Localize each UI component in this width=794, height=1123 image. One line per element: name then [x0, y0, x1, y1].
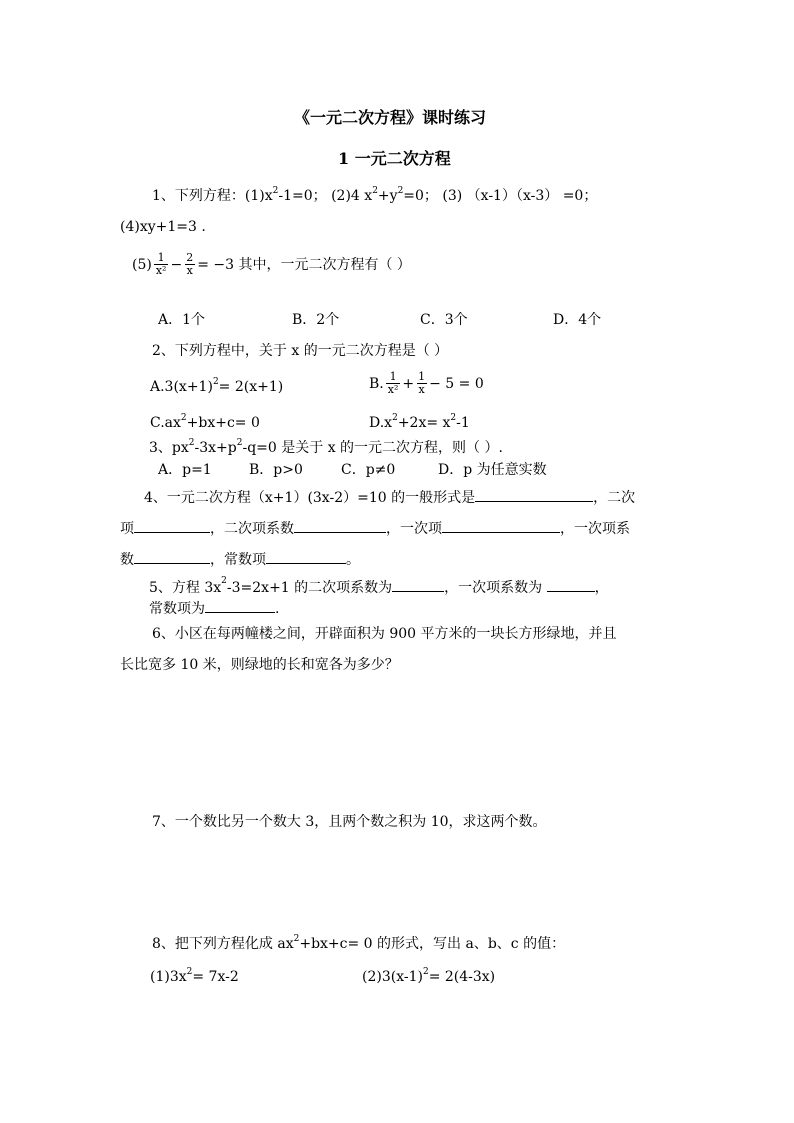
question-8-stem: 8、把下列方程化成 $ax^2+bx+c= 0$ 的形式，写出 a、b、c 的值： [152, 934, 566, 952]
answer-blank[interactable] [475, 489, 593, 502]
q3-option-b: B．p>0 [249, 462, 303, 478]
q3-option-d: D．p 为任意实数 [438, 462, 547, 478]
q3-option-a: A．p=1 [158, 462, 212, 478]
answer-blank[interactable] [205, 600, 275, 613]
q2-option-a: $A.3(x+1)^2= 2(x+1)$ [150, 377, 284, 395]
q2-option-d: $D.x^2+2x= x^2-1$ [369, 413, 470, 431]
fraction-2-over-x: $\frac{2}{x}$ [186, 251, 194, 278]
fraction-1-over-x-squared: $\frac{1}{\text{x²}}$ [155, 251, 167, 278]
answer-blank[interactable] [134, 520, 210, 533]
question-5-line-2: 常数项为 . [149, 601, 280, 617]
question-3-stem: 3、$px^2-3x+p^2-q=0$ 是关于 x 的一元二次方程，则（ ）. [149, 438, 503, 456]
answer-blank[interactable] [266, 551, 346, 564]
question-2-stem: 2、下列方程中，关于 x 的一元二次方程是（ ） [152, 343, 449, 359]
q1-option-c: C．3个 [420, 312, 468, 328]
q1-option-d: D．4个 [553, 312, 602, 328]
question-1-line-2: (4)xy+1=3 . [120, 219, 206, 235]
question-1-line-3: (5) $\frac{1}{\text{x²}}$ − $\frac{2}{x}$ = −3 其中，一元二次方程有（ ） [132, 251, 411, 278]
q2-option-b: B. $\frac{1}{\text{x²}}$ + $\frac{1}{x}$ − 5 = 0 [369, 370, 484, 397]
answer-blank[interactable] [294, 520, 386, 533]
fraction-1-over-x: $\frac{1}{x}$ [418, 370, 426, 397]
section-title: 1 一元二次方程 [338, 149, 451, 168]
question-6-line-1: 6、小区在每两幢楼之间，开辟面积为 900 平方米的一块长方形绿地，并且 [152, 626, 617, 642]
question-1-line-1: 1、下列方程：$(1)x^2-1=0$； (2)4 $x^2+y^2=0$； (3) （x-1）（x-3） =0； [152, 186, 598, 204]
answer-blank[interactable] [392, 579, 444, 592]
answer-blank[interactable] [442, 520, 560, 533]
q1-option-b: B．2个 [292, 312, 340, 328]
question-4-line-1: 4、一元二次方程（x+1）(3x-2）=10 的一般形式是 ，二次 [144, 490, 636, 506]
question-4-line-3: 数 ，常数项 。 [120, 552, 360, 568]
q1-option-a: A．1个 [158, 312, 206, 328]
page-title: 《一元二次方程》课时练习 [294, 108, 487, 127]
question-4-line-2: 项 ，二次项系数 ，一次项 ，一次项系 [120, 521, 630, 537]
question-5-line-1: 5、方程 $3x^2-3=2x+1$ 的二次项系数为 ，一次项系数为 ， [149, 576, 609, 596]
q2-option-c: $C.ax^2+bx+c= 0$ [150, 413, 260, 431]
answer-blank[interactable] [547, 579, 595, 592]
question-8-part-2: $(2)3(x-1)^2= 2(4-3x)$ [362, 967, 496, 985]
answer-blank[interactable] [134, 551, 210, 564]
question-8-part-1: $(1)3x^2= 7x-2$ [150, 967, 239, 985]
fraction-1-over-x-squared: $\frac{1}{\text{x²}}$ [387, 370, 399, 397]
q3-option-c: C．p≠0 [341, 462, 396, 478]
question-7: 7、一个数比另一个数大 3，且两个数之积为 10，求这两个数。 [152, 814, 547, 830]
question-6-line-2: 长比宽多 10 米，则绿地的长和宽各为多少？ [120, 657, 399, 673]
